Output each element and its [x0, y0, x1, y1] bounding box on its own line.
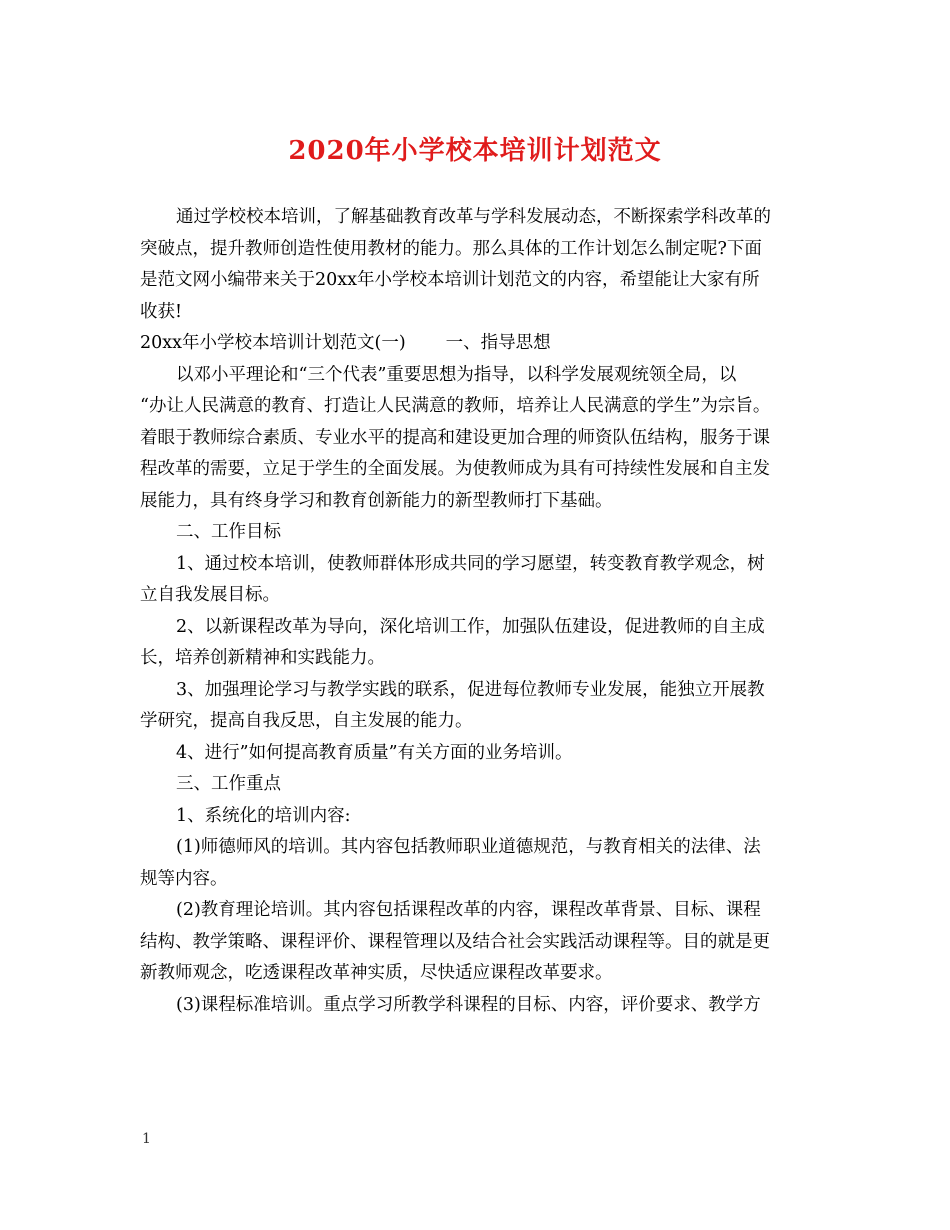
- paragraph-line: 收获!: [140, 301, 183, 322]
- document-body: [140, 202, 820, 1021]
- paragraph-line: 3、加强理论学习与教学实践的联系，促进每位教师专业发展，能独立开展教: [176, 679, 765, 700]
- paragraph-line: 规等内容。: [140, 868, 228, 889]
- section-heading: 三、工作重点: [176, 774, 281, 794]
- paragraph-line: 结构、教学策略、课程评价、课程管理以及结合社会实践活动课程等。目的就是更: [140, 931, 770, 952]
- paragraph-line: 以邓小平理论和“三个代表”重要思想为指导，以科学发展观统领全局，以: [176, 364, 737, 385]
- paragraph-line: 着眼于教师综合素质、专业水平的提高和建设更加合理的师资队伍结构，服务于课: [140, 427, 770, 448]
- paragraph-line: 长，培养创新精神和实践能力。: [140, 648, 385, 668]
- paragraph-line: 2、以新课程改革为导向，深化培训工作，加强队伍建设，促进教师的自主成: [176, 616, 765, 637]
- paragraph-line: 新教师观念，吃透课程改革神实质，尽快适应课程改革要求。: [140, 963, 613, 983]
- page-number: 1: [142, 1131, 151, 1147]
- paragraph-line: 是范文网小编带来关于20xx年小学校本培训计划范文的内容，希望能让大家有所: [140, 270, 760, 290]
- paragraph-line: (3)课程标准培训。重点学习所教学科课程的目标、内容，评价要求、教学方: [176, 994, 761, 1015]
- document-title: 2020年小学校本培训计划范文: [288, 136, 662, 166]
- paragraph-line: 1、系统化的培训内容:: [176, 805, 351, 826]
- paragraph-line: 学研究，提高自我反思，自主发展的能力。: [140, 711, 473, 731]
- paragraph-line: 通过学校校本培训，了解基础教育改革与学科发展动态，不断探索学科改革的: [176, 207, 771, 227]
- article-subtitle: 20xx年小学校本培训计划范文(一): [140, 333, 406, 353]
- paragraph-line: 展能力，具有终身学习和教育创新能力的新型教师打下基础。: [140, 490, 613, 511]
- paragraph-line: 突破点，提升教师创造性使用教材的能力。那么具体的工作计划怎么制定呢?下面: [140, 238, 762, 259]
- paragraph-line: “办让人民满意的教育、打造让人民满意的教师，培养让人民满意的学生”为宗旨。: [140, 396, 771, 416]
- section-heading-line: [140, 328, 820, 360]
- paragraph-line: 立自我发展目标。: [140, 585, 280, 605]
- paragraph-line: (2)教育理论培训。其内容包括课程改革的内容，课程改革背景、目标、课程: [176, 900, 761, 920]
- paragraph-line: 程改革的需要，立足于学生的全面发展。为使教师成为具有可持续性发展和自主发: [140, 459, 770, 479]
- paragraph-line: 4、进行”如何提高教育质量”有关方面的业务培训。: [176, 742, 573, 763]
- paragraph-line: (1)师德师风的培训。其内容包括教师职业道德规范，与教育相关的法律、法: [176, 837, 761, 857]
- section-heading: 一、指导思想: [445, 333, 551, 353]
- section-heading: 二、工作目标: [176, 522, 281, 542]
- paragraph-line: 1、通过校本培训，使教师群体形成共同的学习愿望，转变教育教学观念，树: [176, 553, 765, 574]
